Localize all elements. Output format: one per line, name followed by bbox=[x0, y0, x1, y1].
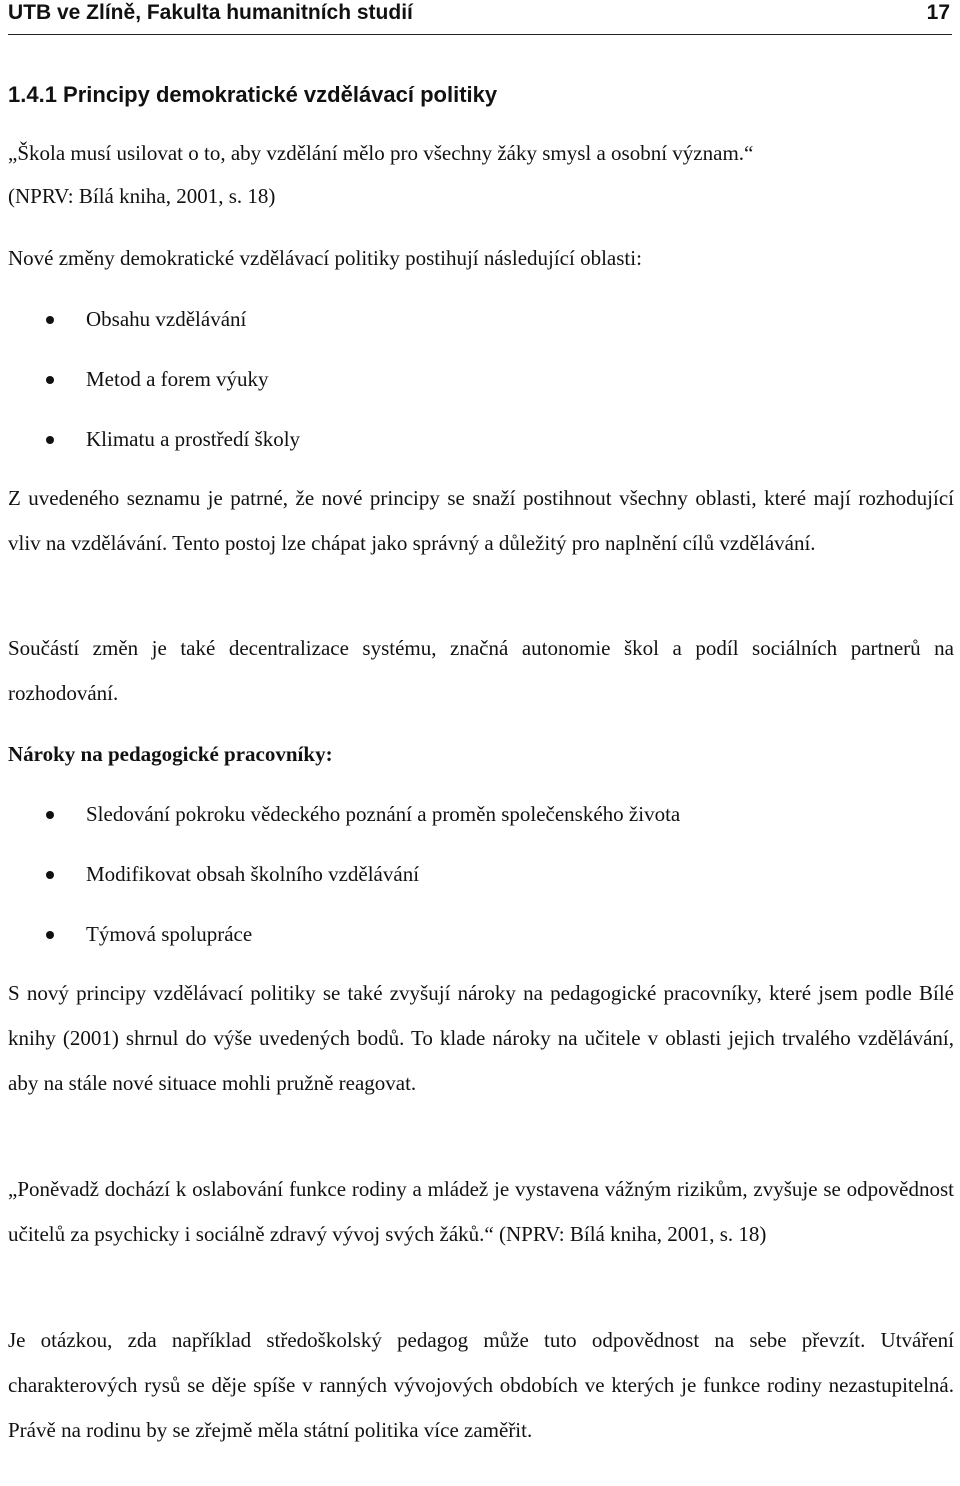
paragraph-3: S nový principy vzdělávací politiky se také zvyšují nároky na pedagogické pracovníky, které jsem podle Bílé knihy (2001) shrnul do výše uvedených bodů. To klade nároky na učitele v oblasti jejich trvalého vzdělávání, aby na stále nové situace mohli pružně reagovat. bbox=[8, 981, 954, 1095]
paragraph-2: Součástí změn je také decentralizace systému, značná autonomie škol a podíl sociálních partnerů na rozhodování. bbox=[8, 636, 954, 705]
list-item: Metod a forem výuky bbox=[86, 367, 269, 391]
bullet-icon bbox=[46, 931, 54, 939]
page-number: 17 bbox=[926, 1, 950, 24]
list-item: Klimatu a prostředí školy bbox=[86, 427, 301, 451]
section-heading: 1.4.1 Principy demokratické vzdělávací politiky bbox=[8, 82, 498, 107]
bullet-icon bbox=[46, 316, 54, 324]
paragraph-1: Z uvedeného seznamu je patrné, že nové principy se snaží postihnout všechny oblasti, které mají rozhodující vliv na vzdělávání. Tento postoj lze chápat jako správný a důležitý pro naplnění cílů vzdělávání. bbox=[8, 486, 954, 555]
intro-text: Nové změny demokratické vzdělávací politiky postihují následující oblasti: bbox=[8, 246, 642, 270]
list-item: Obsahu vzdělávání bbox=[86, 307, 247, 331]
demands-heading: Nároky na pedagogické pracovníky: bbox=[8, 742, 333, 766]
list-item: Modifikovat obsah školního vzdělávání bbox=[86, 862, 420, 886]
header-title: UTB ve Zlíně, Fakulta humanitních studií bbox=[8, 1, 413, 24]
quote-citation: (NPRV: Bílá kniha, 2001, s. 18) bbox=[8, 184, 276, 208]
list-item: Sledování pokroku vědeckého poznání a proměn společenského života bbox=[86, 802, 681, 826]
paragraph-4: Je otázkou, zda například středoškolský pedagog může tuto odpovědnost na sebe převzít. Utváření charakterových rysů se děje spíše v ranných vývojových obdobích ve kterých je funkce rodiny nezastupitelná. Právě na rodinu by se zřejmě měla státní politika více zaměřit. bbox=[8, 1328, 954, 1442]
quote-line-1: „Škola musí usilovat o to, aby vzdělání mělo pro všechny žáky smysl a osobní význam.“ bbox=[8, 141, 754, 165]
list-item: Týmová spolupráce bbox=[86, 922, 253, 946]
bullet-icon bbox=[46, 376, 54, 384]
bullet-icon bbox=[46, 811, 54, 819]
quote-paragraph: „Poněvadž dochází k oslabování funkce rodiny a mládež je vystavena vážným rizikům, zvyšuje se odpovědnost učitelů za psychicky i sociálně zdravý vývoj svých žáků.“ (NPRV: Bílá kniha, 2001, s. 18) bbox=[8, 1177, 954, 1246]
page-header bbox=[8, 0, 952, 35]
bullet-icon bbox=[46, 871, 54, 879]
bullet-icon bbox=[46, 436, 54, 444]
